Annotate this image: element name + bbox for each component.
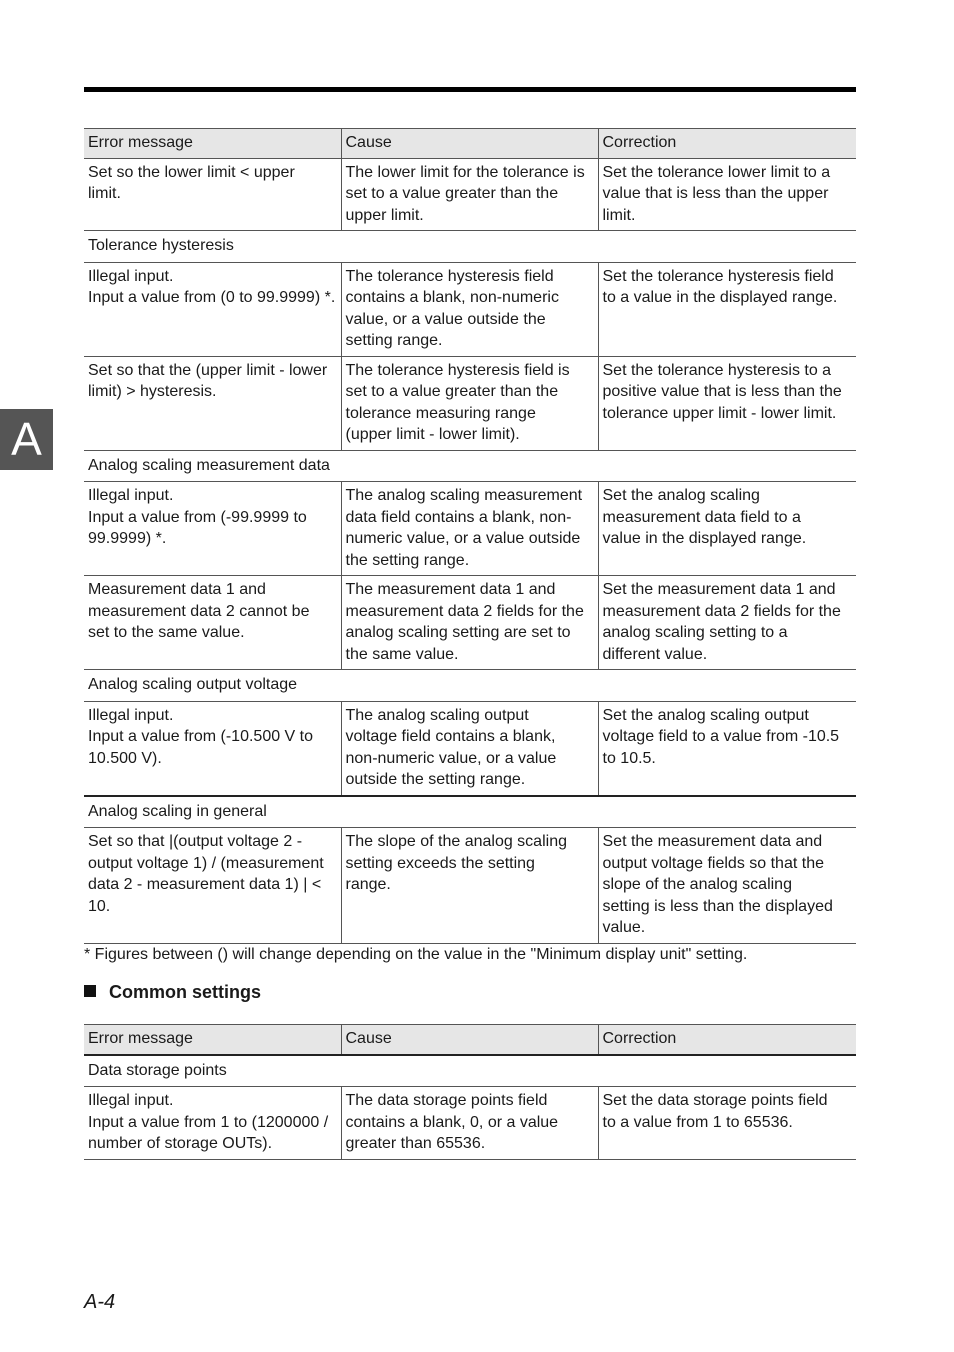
cell-text-line: value that is less than the upper bbox=[602, 185, 829, 202]
cell-text-line: The tolerance hysteresis field is bbox=[345, 361, 570, 379]
cell-text-line: Set so that |(output voltage 2 - bbox=[88, 833, 303, 850]
cause-cell bbox=[341, 262, 598, 356]
cell-text-line: Illegal input. bbox=[88, 706, 174, 724]
square-bullet-icon bbox=[84, 985, 96, 997]
error-message-cell bbox=[84, 356, 341, 450]
correction-cell bbox=[598, 482, 856, 576]
correction-cell bbox=[598, 701, 856, 796]
correction-cell bbox=[598, 158, 856, 231]
cell-text-line: The slope of the analog scaling bbox=[345, 833, 567, 850]
cell-text-line: the same value. bbox=[345, 645, 459, 663]
cause-cell bbox=[341, 158, 598, 231]
cause-cell bbox=[341, 482, 598, 576]
cell-text-line: voltage field to a value from -10.5 bbox=[602, 728, 840, 745]
cell-text-line: output voltage 1) / (measurement bbox=[88, 854, 324, 872]
header-correction: Correction bbox=[598, 1025, 856, 1055]
header-error-message: Error message bbox=[84, 129, 341, 159]
cell-text-line: analog scaling setting to a bbox=[602, 624, 788, 641]
error-table-2 bbox=[84, 1024, 856, 1160]
cell-text-line: The analog scaling measurement bbox=[345, 487, 583, 504]
cell-text-line: number of storage OUTs). bbox=[88, 1135, 273, 1152]
table-row bbox=[84, 158, 856, 231]
table-row bbox=[84, 576, 856, 670]
error-message-cell bbox=[84, 1087, 341, 1160]
cell-text-line: numeric value, or a value outside bbox=[345, 530, 581, 547]
cell-text-line: to a value from 1 to 65536. bbox=[602, 1113, 793, 1131]
table-row bbox=[84, 828, 856, 944]
section-label: Tolerance hysteresis bbox=[84, 231, 856, 263]
error-table-1 bbox=[84, 128, 856, 944]
cell-text-line: output voltage fields so that the bbox=[602, 854, 824, 872]
section-row bbox=[84, 450, 856, 482]
table-row bbox=[84, 701, 856, 796]
section-row bbox=[84, 1055, 856, 1087]
table-body bbox=[84, 1055, 856, 1160]
footnote: * Figures between () will change depending on the value in the "Minimum display unit" setting. bbox=[84, 946, 748, 963]
header-error-message: Error message bbox=[84, 1025, 341, 1055]
cell-text-line: range. bbox=[345, 876, 391, 893]
cell-text-line: Set the analog scaling output bbox=[602, 706, 809, 724]
cell-text-line: Set the tolerance lower limit to a bbox=[602, 163, 831, 181]
cell-text-line: The tolerance hysteresis field bbox=[345, 267, 554, 285]
cause-cell bbox=[341, 1087, 598, 1160]
cell-text-line: (upper limit - lower limit). bbox=[345, 426, 520, 443]
section-row bbox=[84, 231, 856, 263]
error-message-cell bbox=[84, 262, 341, 356]
section-label: Analog scaling output voltage bbox=[84, 670, 856, 702]
cell-text-line: upper limit. bbox=[345, 206, 424, 224]
cell-text-line: setting exceeds the setting bbox=[345, 854, 535, 872]
cell-text-line: voltage field contains a blank, bbox=[345, 728, 556, 745]
cell-text-line: slope of the analog scaling bbox=[602, 876, 792, 893]
cell-text-line: Illegal input. bbox=[88, 1092, 174, 1109]
cell-text-line: contains a blank, 0, or a value bbox=[345, 1113, 559, 1131]
cell-text-line: The data storage points field bbox=[345, 1092, 548, 1109]
cell-text-line: the setting range. bbox=[345, 551, 470, 569]
cell-text-line: measurement data field to a bbox=[602, 508, 801, 526]
cell-text-line: different value. bbox=[602, 645, 708, 663]
section-label: Analog scaling in general bbox=[84, 796, 856, 828]
cell-text-line: Illegal input. bbox=[88, 267, 174, 285]
cell-text-line: limit. bbox=[602, 206, 636, 224]
cell-text-line: non-numeric value, or a value bbox=[345, 749, 557, 767]
header-correction: Correction bbox=[598, 129, 856, 159]
cell-text-line: Measurement data 1 and bbox=[88, 581, 266, 598]
page-number: A-4 bbox=[84, 1291, 116, 1313]
cell-text-line: measurement data 2 cannot be bbox=[88, 602, 310, 620]
cell-text-line: analog scaling setting are set to bbox=[345, 624, 571, 641]
cell-text-line: tolerance upper limit - lower limit. bbox=[602, 404, 837, 422]
cell-text-line: to a value in the displayed range. bbox=[602, 289, 838, 306]
cell-text-line: positive value that is less than the bbox=[602, 383, 842, 400]
cell-text-line: Set the data storage points field bbox=[602, 1092, 828, 1109]
table-row bbox=[84, 1087, 856, 1160]
correction-cell bbox=[598, 262, 856, 356]
cell-text-line: value. bbox=[602, 919, 646, 936]
cell-text-line: The lower limit for the tolerance is bbox=[345, 163, 585, 181]
cell-text-line: Set the measurement data and bbox=[602, 833, 823, 850]
cause-cell bbox=[341, 828, 598, 944]
cell-text-line: set to a value greater than the bbox=[345, 185, 559, 202]
cell-text-line: tolerance measuring range bbox=[345, 404, 536, 422]
section-row bbox=[84, 796, 856, 828]
section-heading bbox=[84, 981, 261, 1003]
cell-text-line: Set the measurement data 1 and bbox=[602, 581, 836, 598]
error-message-cell bbox=[84, 158, 341, 231]
cell-text-line: measurement data 2 fields for the bbox=[602, 602, 841, 620]
cause-cell bbox=[341, 356, 598, 450]
cell-text-line: limit. bbox=[88, 185, 121, 202]
section-label: Data storage points bbox=[84, 1055, 856, 1087]
cell-text-line: Set the tolerance hysteresis field bbox=[602, 267, 834, 285]
table-row bbox=[84, 482, 856, 576]
cell-text-line: Input a value from 1 to (1200000 / bbox=[88, 1113, 329, 1131]
cell-text-line: Set so that the (upper limit - lower bbox=[88, 361, 328, 379]
correction-cell bbox=[598, 1087, 856, 1160]
correction-cell bbox=[598, 828, 856, 944]
error-message-cell bbox=[84, 701, 341, 796]
cell-text-line: value, or a value outside the bbox=[345, 310, 546, 328]
table-header-row bbox=[84, 1025, 856, 1055]
cause-cell bbox=[341, 576, 598, 670]
cell-text-line: 10.500 V). bbox=[88, 749, 162, 767]
section-tab: A bbox=[0, 409, 53, 470]
cell-text-line: set to a value greater than the bbox=[345, 383, 559, 400]
section-row bbox=[84, 670, 856, 702]
cell-text-line: setting range. bbox=[345, 332, 443, 349]
cell-text-line: limit) > hysteresis. bbox=[88, 383, 217, 400]
cell-text-line: value in the displayed range. bbox=[602, 530, 807, 547]
section-label: Analog scaling measurement data bbox=[84, 450, 856, 482]
table-header-row bbox=[84, 129, 856, 159]
cell-text-line: contains a blank, non-numeric bbox=[345, 289, 559, 306]
cell-text-line: Set so the lower limit < upper bbox=[88, 163, 295, 181]
correction-cell bbox=[598, 356, 856, 450]
correction-cell bbox=[598, 576, 856, 670]
cell-text-line: to 10.5. bbox=[602, 749, 656, 767]
cause-cell bbox=[341, 701, 598, 796]
error-message-cell bbox=[84, 828, 341, 944]
cell-text-line: setting is less than the displayed bbox=[602, 897, 833, 915]
cell-text-line: 10. bbox=[88, 897, 111, 915]
header-cause: Cause bbox=[341, 1025, 598, 1055]
cell-text-line: data 2 - measurement data 1) | < bbox=[88, 876, 322, 893]
cell-text-line: The analog scaling output bbox=[345, 706, 529, 724]
cell-text-line: 99.9999) *. bbox=[88, 530, 167, 547]
error-message-cell bbox=[84, 482, 341, 576]
table-row bbox=[84, 356, 856, 450]
cell-text-line: Set the analog scaling bbox=[602, 487, 760, 504]
cell-text-line: greater than 65536. bbox=[345, 1135, 486, 1152]
cell-text-line: set to the same value. bbox=[88, 624, 245, 641]
cell-text-line: Input a value from (-10.500 V to bbox=[88, 728, 314, 745]
cell-text-line: data field contains a blank, non- bbox=[345, 508, 572, 526]
table-body bbox=[84, 158, 856, 943]
cell-text-line: Set the tolerance hysteresis to a bbox=[602, 361, 832, 379]
cell-text-line: The measurement data 1 and bbox=[345, 581, 556, 598]
error-message-cell bbox=[84, 576, 341, 670]
cell-text-line: Input a value from (-99.9999 to bbox=[88, 508, 307, 526]
cell-text-line: Input a value from (0 to 99.9999) *. bbox=[88, 289, 336, 306]
header-cause: Cause bbox=[341, 129, 598, 159]
table-row bbox=[84, 262, 856, 356]
top-rule bbox=[84, 87, 856, 92]
cell-text-line: outside the setting range. bbox=[345, 771, 526, 788]
heading-text: Common settings bbox=[109, 982, 262, 1002]
cell-text-line: measurement data 2 fields for the bbox=[345, 602, 584, 620]
cell-text-line: Illegal input. bbox=[88, 487, 174, 504]
